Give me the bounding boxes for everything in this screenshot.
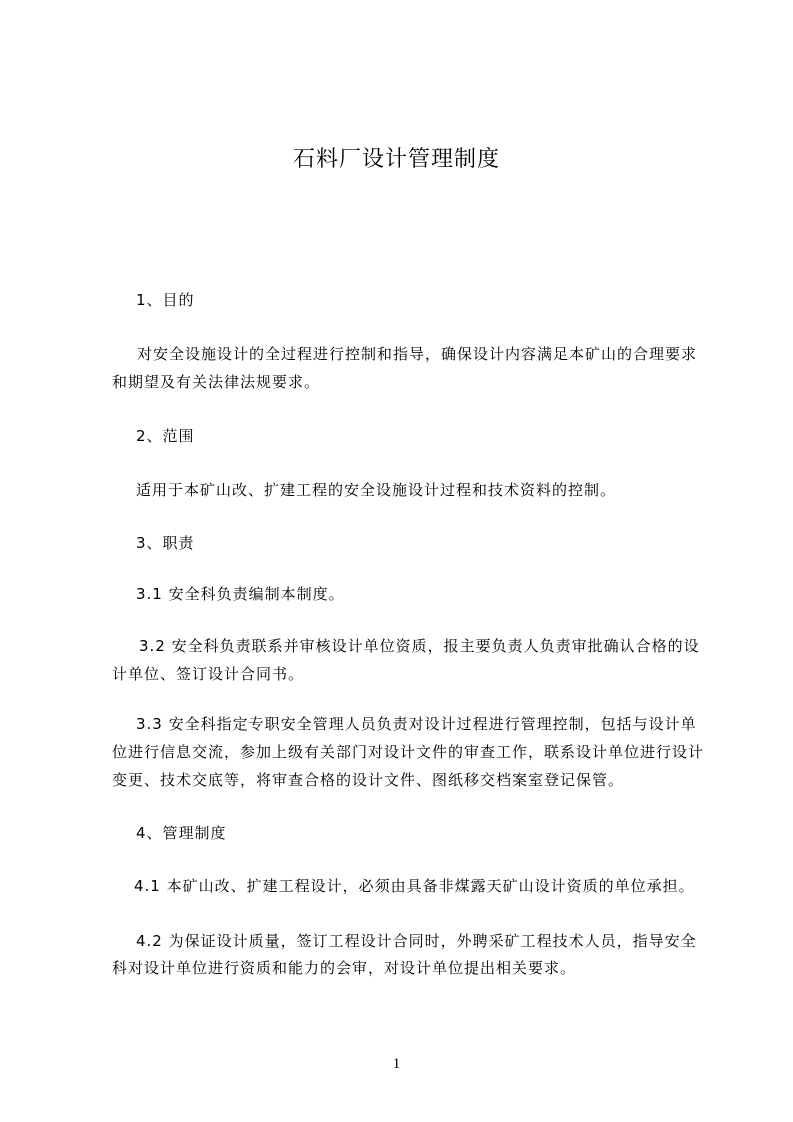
paragraph-line: 3.1 安全科负责编制本制度。 <box>136 585 345 603</box>
paragraph-line: 和期望及有关法律法规要求。 <box>112 373 321 391</box>
paragraph-line: 3.2 安全科负责联系并审核设计单位资质，报主要负责人负责审批确认合格的设 <box>139 637 700 655</box>
section-heading-scope: 2、范围 <box>136 427 195 445</box>
paragraph-line: 4.2 为保证设计质量，签订工程设计合同时，外聘采矿工程技术人员，指导安全 <box>136 932 697 950</box>
paragraph-line: 适用于本矿山改、扩建工程的安全设施设计过程和技术资料的控制。 <box>136 481 617 499</box>
paragraph-line: 位进行信息交流，参加上级有关部门对设计文件的审查工作，联系设计单位进行设计 <box>112 743 705 761</box>
paragraph-line: 3.3 安全科指定专职安全管理人员负责对设计过程进行管理控制，包括与设计单 <box>136 715 697 733</box>
section-heading-responsibilities: 3、职责 <box>136 534 195 552</box>
paragraph-line: 4.1 本矿山改、扩建工程设计，必须由具备非煤露天矿山设计资质的单位承担。 <box>134 877 695 895</box>
paragraph-line: 变更、技术交底等，将审查合格的设计文件、图纸移交档案室登记保管。 <box>112 771 625 789</box>
paragraph-line: 科对设计单位进行资质和能力的会审，对设计单位提出相关要求。 <box>112 959 577 977</box>
document-title: 石料厂设计管理制度 <box>292 147 500 172</box>
section-heading-management: 4、管理制度 <box>136 824 227 842</box>
paragraph-line: 计单位、签订设计合同书。 <box>112 665 305 683</box>
paragraph-line: 对安全设施设计的全过程进行控制和指导，确保设计内容满足本矿山的合理要求 <box>137 345 698 363</box>
section-heading-purpose: 1、目的 <box>136 291 195 309</box>
page-number: 1 <box>392 1056 401 1072</box>
